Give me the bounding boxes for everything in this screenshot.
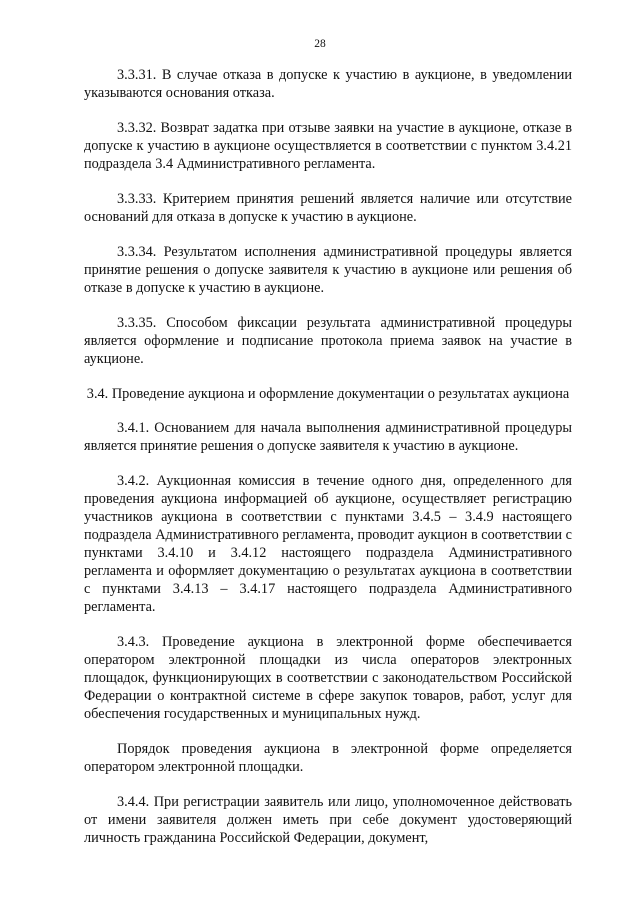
- paragraph-3-3-31: 3.3.31. В случае отказа в допуске к участию в аукционе, в уведомлении указываются основания отказа.: [84, 67, 572, 101]
- paragraph-3-4-2: 3.4.2. Аукционная комиссия в течение одного дня, определенного для проведения аукциона информацией об аукционе, осуществляет регистрацию участников аукциона в соответствии с пунктами 3.4.5 – 3.4.9 настоящего подраздела Административного регламента, проводит аукцион в соответствии с пунктами 3.4.10 и 3.4.12 настоящего подраздела Административного регламента и оформляет документацию о результатах аукциона в соответствии с пунктами 3.4.13 – 3.4.17 настоящего подраздела Административного регламента.: [84, 473, 572, 615]
- paragraph-3-3-32: 3.3.32. Возврат задатка при отзыве заявки на участие в аукционе, отказе в допуске к участию в аукционе осуществляется в соответствии с пунктом 3.4.21 подраздела 3.4 Административного регламента.: [84, 120, 572, 172]
- paragraph-3-4-1: 3.4.1. Основанием для начала выполнения административной процедуры является принятие решения о допуске заявителя к участию в аукционе.: [84, 420, 572, 454]
- page-number: 28: [314, 38, 326, 50]
- document-body: [84, 66, 572, 864]
- section-heading-3-4: 3.4. Проведение аукциона и оформление документации о результатах аукциона: [86, 386, 570, 402]
- paragraph-3-3-35: 3.3.35. Способом фиксации результата административной процедуры является оформление и подписание протокола приема заявок на участие в аукционе.: [84, 315, 572, 367]
- paragraph-3-3-33: 3.3.33. Критерием принятия решений является наличие или отсутствие оснований для отказа в допуске к участию в аукционе.: [84, 191, 572, 225]
- paragraph-3-3-34: 3.3.34. Результатом исполнения административной процедуры является принятие решения о допуске заявителя к участию в аукционе или решения об отказе в допуске к участию в аукционе.: [84, 244, 572, 296]
- paragraph-3-4-4: 3.4.4. При регистрации заявитель или лицо, уполномоченное действовать от имени заявителя должен иметь при себе документ удостоверяющий личность гражданина Российской Федерации, документ,: [84, 794, 572, 846]
- paragraph-3-4-3: 3.4.3. Проведение аукциона в электронной форме обеспечивается оператором электронной площадки из числа операторов электронных площадок, функционирующих в соответствии с законодательством Российской Федерации о контрактной системе в сфере закупок товаров, работ, услуг для обеспечения государственных и муниципальных нужд.: [84, 634, 572, 722]
- paragraph-auction-procedure: Порядок проведения аукциона в электронной форме определяется оператором электронной площадки.: [84, 741, 572, 775]
